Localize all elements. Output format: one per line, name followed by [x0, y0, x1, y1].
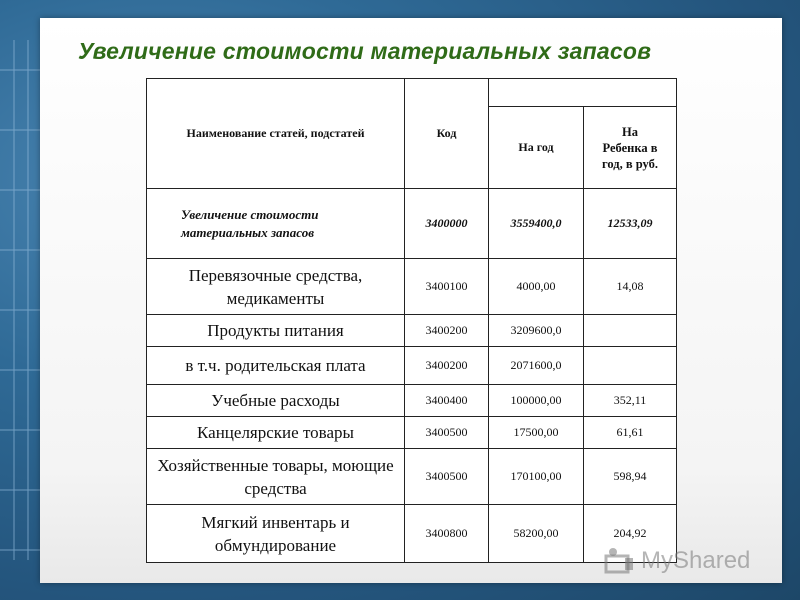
row-code: 3400200	[405, 315, 489, 347]
row-code: 3400500	[405, 417, 489, 449]
row-name: Учебные расходы	[147, 385, 405, 417]
row-child	[584, 347, 677, 385]
header-name: Наименование статей, подстатей	[147, 79, 405, 189]
row-code: 3400000	[405, 189, 489, 259]
row-name: Продукты питания	[147, 315, 405, 347]
row-child: 12533,09	[584, 189, 677, 259]
row-child: 598,94	[584, 449, 677, 505]
table-row	[147, 449, 677, 505]
row-code: 3400100	[405, 259, 489, 315]
header-row	[147, 79, 677, 107]
watermark-text: MyShared	[641, 547, 751, 574]
table-row	[147, 315, 677, 347]
row-year: 58200,00	[489, 505, 584, 563]
row-year: 3209600,0	[489, 315, 584, 347]
decorative-grid	[0, 0, 40, 600]
row-year: 4000,00	[489, 259, 584, 315]
table-row	[147, 505, 677, 563]
row-year: 170100,00	[489, 449, 584, 505]
row-code: 3400800	[405, 505, 489, 563]
header-code: Код	[405, 79, 489, 189]
row-year: 3559400,0	[489, 189, 584, 259]
slide	[40, 18, 782, 583]
row-child	[584, 315, 677, 347]
row-name: Перевязочные средства, медикаменты	[147, 259, 405, 315]
row-name: Мягкий инвентарь и обмундирование	[147, 505, 405, 563]
table-row	[147, 347, 677, 385]
table-row	[147, 385, 677, 417]
row-name: Увеличение стоимости материальных запасов	[147, 189, 405, 259]
row-name: Канцелярские товары	[147, 417, 405, 449]
row-code: 3400500	[405, 449, 489, 505]
row-name: в т.ч. родительская плата	[147, 347, 405, 385]
row-code: 3400400	[405, 385, 489, 417]
header-blank	[489, 79, 677, 107]
row-name: Хозяйственные товары, моющие средства	[147, 449, 405, 505]
header-per-year: На год	[489, 107, 584, 189]
budget-table	[146, 78, 677, 563]
watermark	[603, 546, 750, 576]
header-per-child: На Ребенка в год, в руб.	[584, 107, 677, 189]
row-year: 100000,00	[489, 385, 584, 417]
row-child: 352,11	[584, 385, 677, 417]
slide-title: Увеличение стоимости материальных запасов	[78, 38, 652, 64]
row-year: 17500,00	[489, 417, 584, 449]
row-code: 3400200	[405, 347, 489, 385]
watermark-logo-icon	[603, 546, 637, 576]
row-child: 61,61	[584, 417, 677, 449]
table-row	[147, 189, 677, 259]
row-child: 204,92	[584, 505, 677, 563]
row-child: 14,08	[584, 259, 677, 315]
row-year: 2071600,0	[489, 347, 584, 385]
table-row	[147, 417, 677, 449]
table-row	[147, 259, 677, 315]
